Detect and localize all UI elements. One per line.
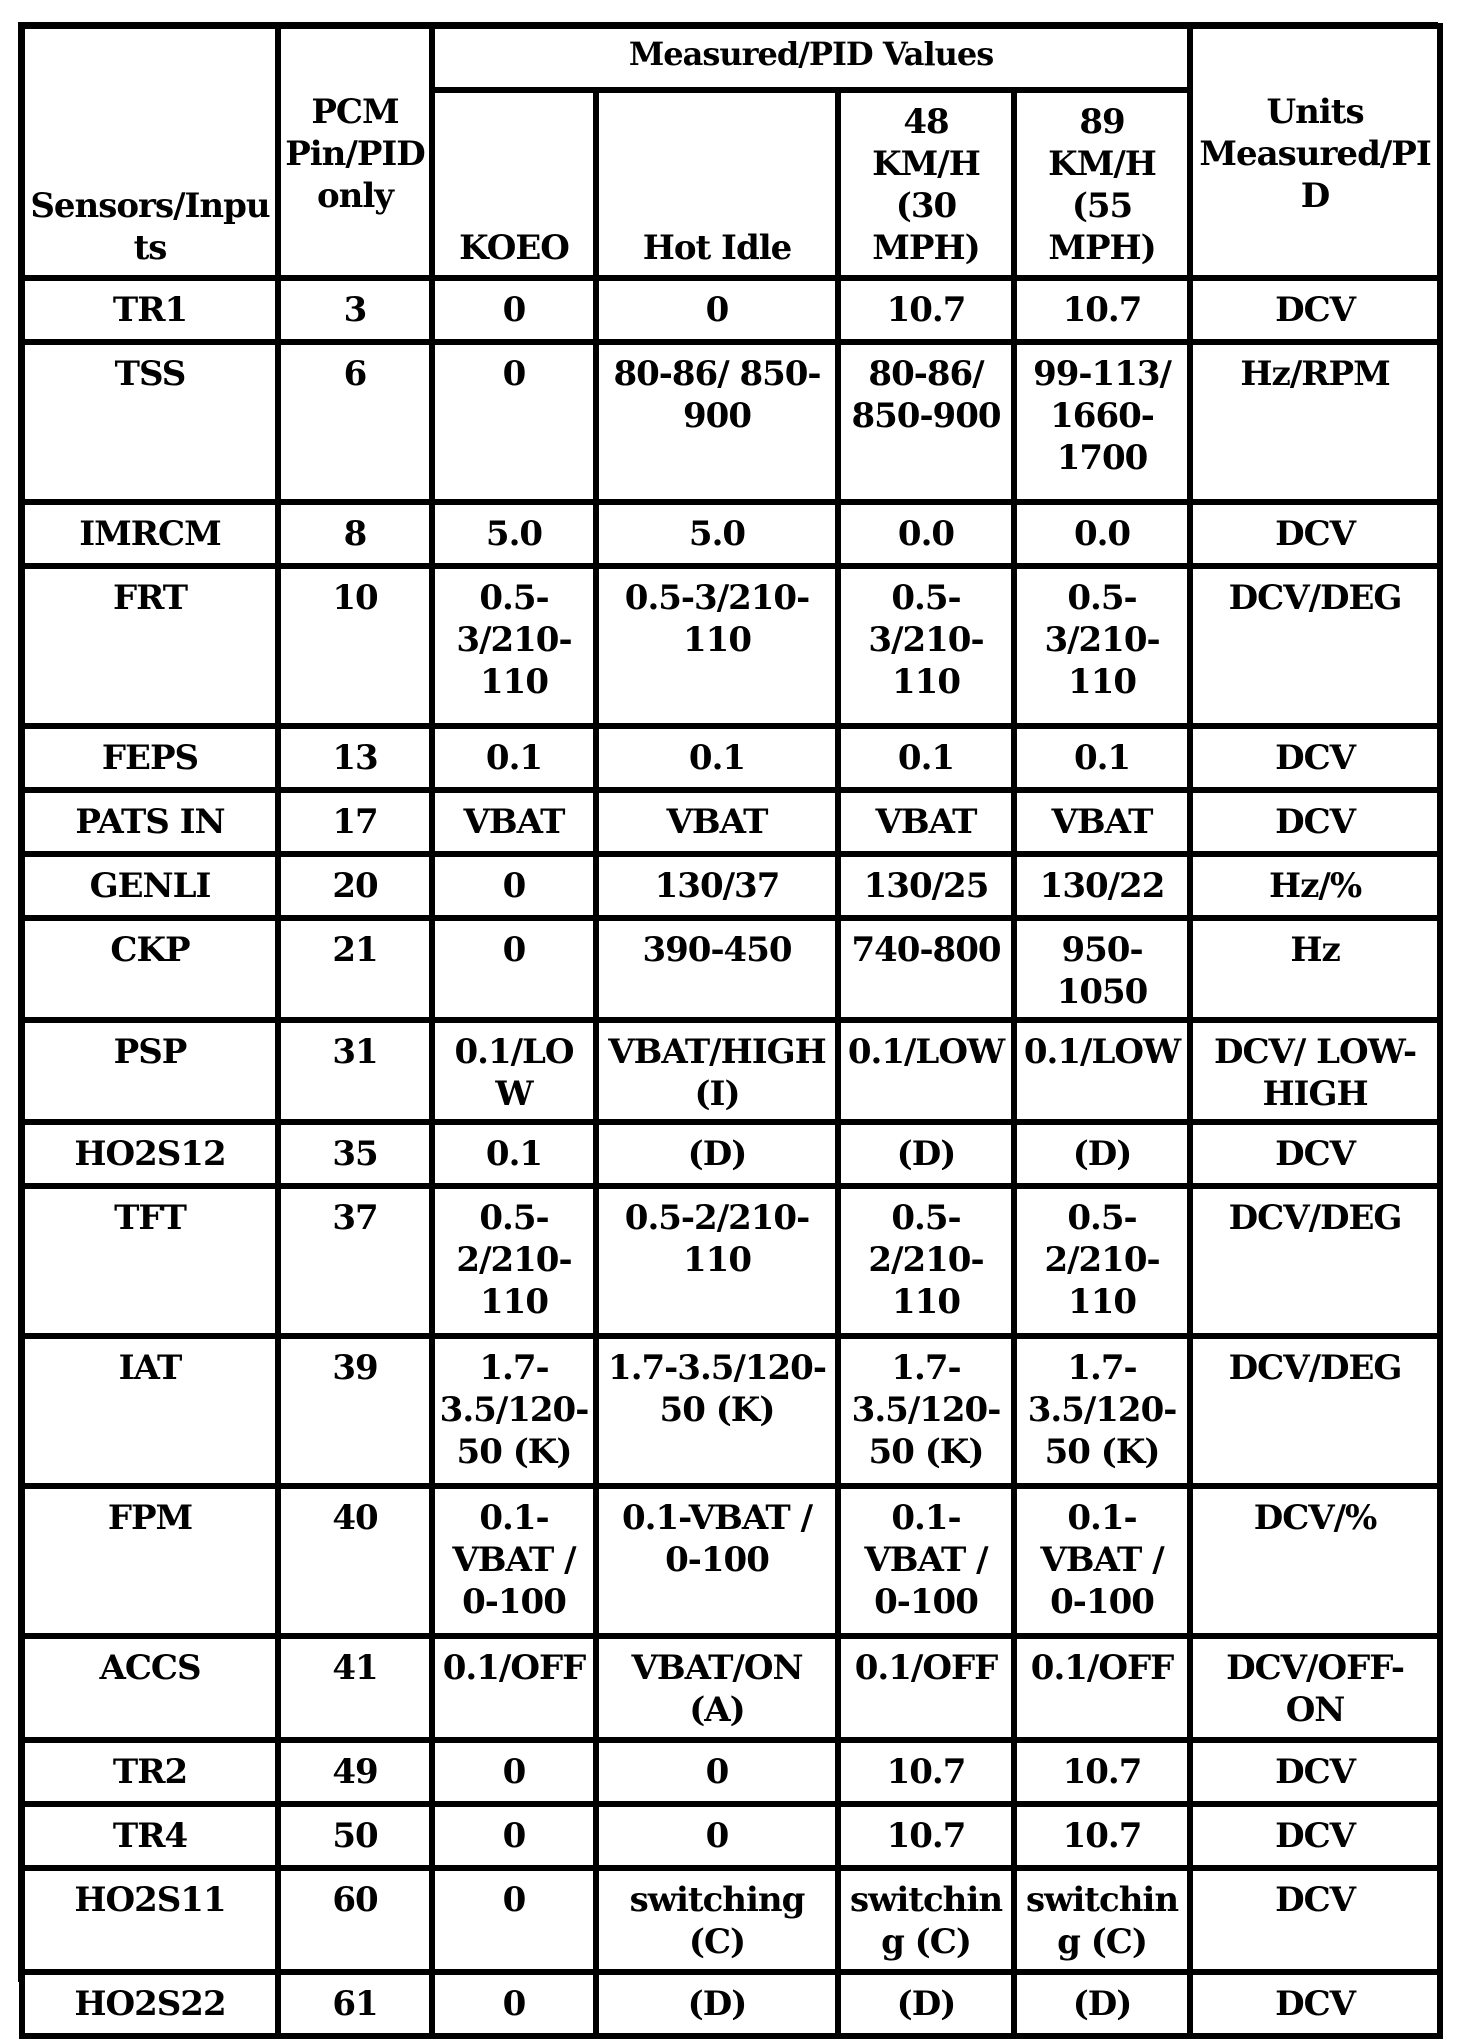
cell-48-kmh: 0.0 xyxy=(841,505,1011,563)
cell-pcm-pin: 20 xyxy=(281,857,429,915)
cell-sensor: IAT xyxy=(25,1339,275,1483)
cell-units: DCV xyxy=(1193,1871,1437,1969)
header-hot-idle: Hot Idle xyxy=(599,93,835,275)
cell-pcm-pin: 50 xyxy=(281,1807,429,1865)
cell-pcm-pin: 37 xyxy=(281,1189,429,1333)
cell-units: DCV xyxy=(1193,1975,1437,2033)
cell-koeo: 0 xyxy=(435,281,593,339)
cell-pcm-pin: 21 xyxy=(281,921,429,1017)
cell-89-kmh: (D) xyxy=(1017,1125,1187,1183)
cell-hot-idle: 0 xyxy=(599,1807,835,1865)
table-row xyxy=(25,569,1437,723)
cell-sensor: TFT xyxy=(25,1189,275,1333)
cell-pcm-pin: 41 xyxy=(281,1639,429,1737)
cell-hot-idle: VBAT/HIGH (I) xyxy=(599,1023,835,1119)
cell-units: DCV xyxy=(1193,793,1437,851)
cell-koeo: 0 xyxy=(435,1975,593,2033)
cell-koeo: VBAT xyxy=(435,793,593,851)
cell-89-kmh: 130/22 xyxy=(1017,857,1187,915)
cell-89-kmh: 950-1050 xyxy=(1017,921,1187,1017)
pcm-values-table xyxy=(19,23,1443,2039)
cell-89-kmh: 0.1-VBAT / 0-100 xyxy=(1017,1489,1187,1633)
cell-koeo: 0 xyxy=(435,921,593,1017)
cell-48-kmh: 0.1/LOW xyxy=(841,1023,1011,1119)
cell-units: DCV xyxy=(1193,729,1437,787)
table-row xyxy=(25,729,1437,787)
table-row xyxy=(25,921,1437,1017)
cell-hot-idle: 0.5-3/210-110 xyxy=(599,569,835,723)
table-row xyxy=(25,1807,1437,1865)
table-row xyxy=(25,1125,1437,1183)
table-row xyxy=(25,857,1437,915)
cell-units: Hz/RPM xyxy=(1193,345,1437,499)
header-koeo: KOEO xyxy=(435,93,593,275)
cell-pcm-pin: 31 xyxy=(281,1023,429,1119)
cell-89-kmh: 10.7 xyxy=(1017,281,1187,339)
cell-pcm-pin: 17 xyxy=(281,793,429,851)
header-48-kmh: 48 KM/H (30 MPH) xyxy=(841,93,1011,275)
cell-89-kmh: 99-113/ 1660-1700 xyxy=(1017,345,1187,499)
cell-pcm-pin: 35 xyxy=(281,1125,429,1183)
table-row xyxy=(25,1743,1437,1801)
cell-units: DCV/DEG xyxy=(1193,1339,1437,1483)
cell-sensor: CKP xyxy=(25,921,275,1017)
cell-hot-idle: 0.1 xyxy=(599,729,835,787)
table-row xyxy=(25,505,1437,563)
header-pcm-pin-pid: PCM Pin/PID only xyxy=(281,29,429,275)
cell-sensor: TR4 xyxy=(25,1807,275,1865)
header-measured-pid-values: Measured/PID Values xyxy=(435,29,1187,87)
cell-89-kmh: 1.7-3.5/120-50 (K) xyxy=(1017,1339,1187,1483)
cell-pcm-pin: 3 xyxy=(281,281,429,339)
header-sensors-inputs: Sensors/Inputs xyxy=(25,29,275,275)
cell-sensor: GENLI xyxy=(25,857,275,915)
table-row xyxy=(25,1871,1437,1969)
cell-hot-idle: 130/37 xyxy=(599,857,835,915)
cell-koeo: 0.1 xyxy=(435,729,593,787)
cell-48-kmh: 0.5-3/210-110 xyxy=(841,569,1011,723)
cell-sensor: PSP xyxy=(25,1023,275,1119)
table-row xyxy=(25,793,1437,851)
cell-89-kmh: 0.5-3/210-110 xyxy=(1017,569,1187,723)
cell-koeo: 0 xyxy=(435,1743,593,1801)
cell-48-kmh: (D) xyxy=(841,1975,1011,2033)
cell-koeo: 0 xyxy=(435,1871,593,1969)
cell-koeo: 0 xyxy=(435,1807,593,1865)
cell-sensor: TR2 xyxy=(25,1743,275,1801)
cell-48-kmh: 0.1/OFF xyxy=(841,1639,1011,1737)
cell-sensor: HO2S11 xyxy=(25,1871,275,1969)
cell-pcm-pin: 6 xyxy=(281,345,429,499)
cell-hot-idle: 390-450 xyxy=(599,921,835,1017)
table-row xyxy=(25,1023,1437,1119)
cell-pcm-pin: 8 xyxy=(281,505,429,563)
cell-sensor: HO2S12 xyxy=(25,1125,275,1183)
cell-pcm-pin: 49 xyxy=(281,1743,429,1801)
cell-pcm-pin: 10 xyxy=(281,569,429,723)
cell-hot-idle: 0 xyxy=(599,281,835,339)
cell-48-kmh: 0.5-2/210-110 xyxy=(841,1189,1011,1333)
cell-koeo: 0.1-VBAT / 0-100 xyxy=(435,1489,593,1633)
table-body xyxy=(25,281,1437,2033)
cell-89-kmh: 0.5-2/210-110 xyxy=(1017,1189,1187,1333)
cell-pcm-pin: 40 xyxy=(281,1489,429,1633)
cell-48-kmh: 130/25 xyxy=(841,857,1011,915)
table-row xyxy=(25,281,1437,339)
pcm-values-table-frame xyxy=(18,22,1438,2024)
cell-koeo: 0.1 xyxy=(435,1125,593,1183)
header-units-measured: Units Measured/PID xyxy=(1193,29,1437,275)
cell-hot-idle: 0.5-2/210-110 xyxy=(599,1189,835,1333)
cell-48-kmh: 80-86/ 850-900 xyxy=(841,345,1011,499)
cell-48-kmh: switching (C) xyxy=(841,1871,1011,1969)
cell-hot-idle: 0.1-VBAT / 0-100 xyxy=(599,1489,835,1633)
cell-koeo: 5.0 xyxy=(435,505,593,563)
cell-89-kmh: 0.1 xyxy=(1017,729,1187,787)
cell-sensor: FEPS xyxy=(25,729,275,787)
cell-sensor: PATS IN xyxy=(25,793,275,851)
table-row xyxy=(25,1975,1437,2033)
table-row xyxy=(25,1339,1437,1483)
cell-hot-idle: 5.0 xyxy=(599,505,835,563)
cell-units: Hz/% xyxy=(1193,857,1437,915)
cell-89-kmh: 10.7 xyxy=(1017,1743,1187,1801)
cell-pcm-pin: 39 xyxy=(281,1339,429,1483)
cell-koeo: 0.5-2/210-110 xyxy=(435,1189,593,1333)
cell-48-kmh: VBAT xyxy=(841,793,1011,851)
cell-sensor: FRT xyxy=(25,569,275,723)
cell-48-kmh: 1.7-3.5/120-50 (K) xyxy=(841,1339,1011,1483)
cell-sensor: IMRCM xyxy=(25,505,275,563)
cell-koeo: 0 xyxy=(435,345,593,499)
cell-hot-idle: (D) xyxy=(599,1975,835,2033)
cell-89-kmh: (D) xyxy=(1017,1975,1187,2033)
cell-48-kmh: 0.1-VBAT / 0-100 xyxy=(841,1489,1011,1633)
cell-koeo: 0.1/LOW xyxy=(435,1023,593,1119)
table-row xyxy=(25,1189,1437,1333)
cell-hot-idle: 1.7-3.5/120-50 (K) xyxy=(599,1339,835,1483)
table-row xyxy=(25,1489,1437,1633)
header-89-kmh: 89 KM/H (55 MPH) xyxy=(1017,93,1187,275)
cell-89-kmh: VBAT xyxy=(1017,793,1187,851)
cell-units: DCV xyxy=(1193,1125,1437,1183)
cell-48-kmh: 10.7 xyxy=(841,281,1011,339)
cell-hot-idle: (D) xyxy=(599,1125,835,1183)
cell-hot-idle: 0 xyxy=(599,1743,835,1801)
cell-sensor: FPM xyxy=(25,1489,275,1633)
cell-48-kmh: 0.1 xyxy=(841,729,1011,787)
cell-koeo: 1.7-3.5/120-50 (K) xyxy=(435,1339,593,1483)
cell-pcm-pin: 60 xyxy=(281,1871,429,1969)
cell-units: DCV xyxy=(1193,1807,1437,1865)
cell-hot-idle: VBAT xyxy=(599,793,835,851)
cell-89-kmh: 10.7 xyxy=(1017,1807,1187,1865)
cell-sensor: ACCS xyxy=(25,1639,275,1737)
cell-units: DCV xyxy=(1193,281,1437,339)
cell-sensor: TSS xyxy=(25,345,275,499)
cell-sensor: HO2S22 xyxy=(25,1975,275,2033)
cell-units: DCV xyxy=(1193,1743,1437,1801)
cell-units: DCV/DEG xyxy=(1193,1189,1437,1333)
cell-48-kmh: 10.7 xyxy=(841,1743,1011,1801)
cell-units: Hz xyxy=(1193,921,1437,1017)
cell-koeo: 0.5-3/210-110 xyxy=(435,569,593,723)
cell-hot-idle: 80-86/ 850-900 xyxy=(599,345,835,499)
cell-pcm-pin: 13 xyxy=(281,729,429,787)
cell-89-kmh: 0.0 xyxy=(1017,505,1187,563)
cell-89-kmh: 0.1/LOW xyxy=(1017,1023,1187,1119)
cell-units: DCV/OFF-ON xyxy=(1193,1639,1437,1737)
table-row xyxy=(25,1639,1437,1737)
cell-units: DCV/% xyxy=(1193,1489,1437,1633)
cell-48-kmh: 740-800 xyxy=(841,921,1011,1017)
cell-89-kmh: 0.1/OFF xyxy=(1017,1639,1187,1737)
cell-hot-idle: VBAT/ON (A) xyxy=(599,1639,835,1737)
cell-48-kmh: (D) xyxy=(841,1125,1011,1183)
cell-89-kmh: switching (C) xyxy=(1017,1871,1187,1969)
table-row xyxy=(25,345,1437,499)
cell-units: DCV xyxy=(1193,505,1437,563)
cell-pcm-pin: 61 xyxy=(281,1975,429,2033)
cell-units: DCV/DEG xyxy=(1193,569,1437,723)
cell-koeo: 0.1/OFF xyxy=(435,1639,593,1737)
cell-koeo: 0 xyxy=(435,857,593,915)
cell-hot-idle: switching (C) xyxy=(599,1871,835,1969)
cell-sensor: TR1 xyxy=(25,281,275,339)
cell-units: DCV/ LOW-HIGH xyxy=(1193,1023,1437,1119)
cell-48-kmh: 10.7 xyxy=(841,1807,1011,1865)
